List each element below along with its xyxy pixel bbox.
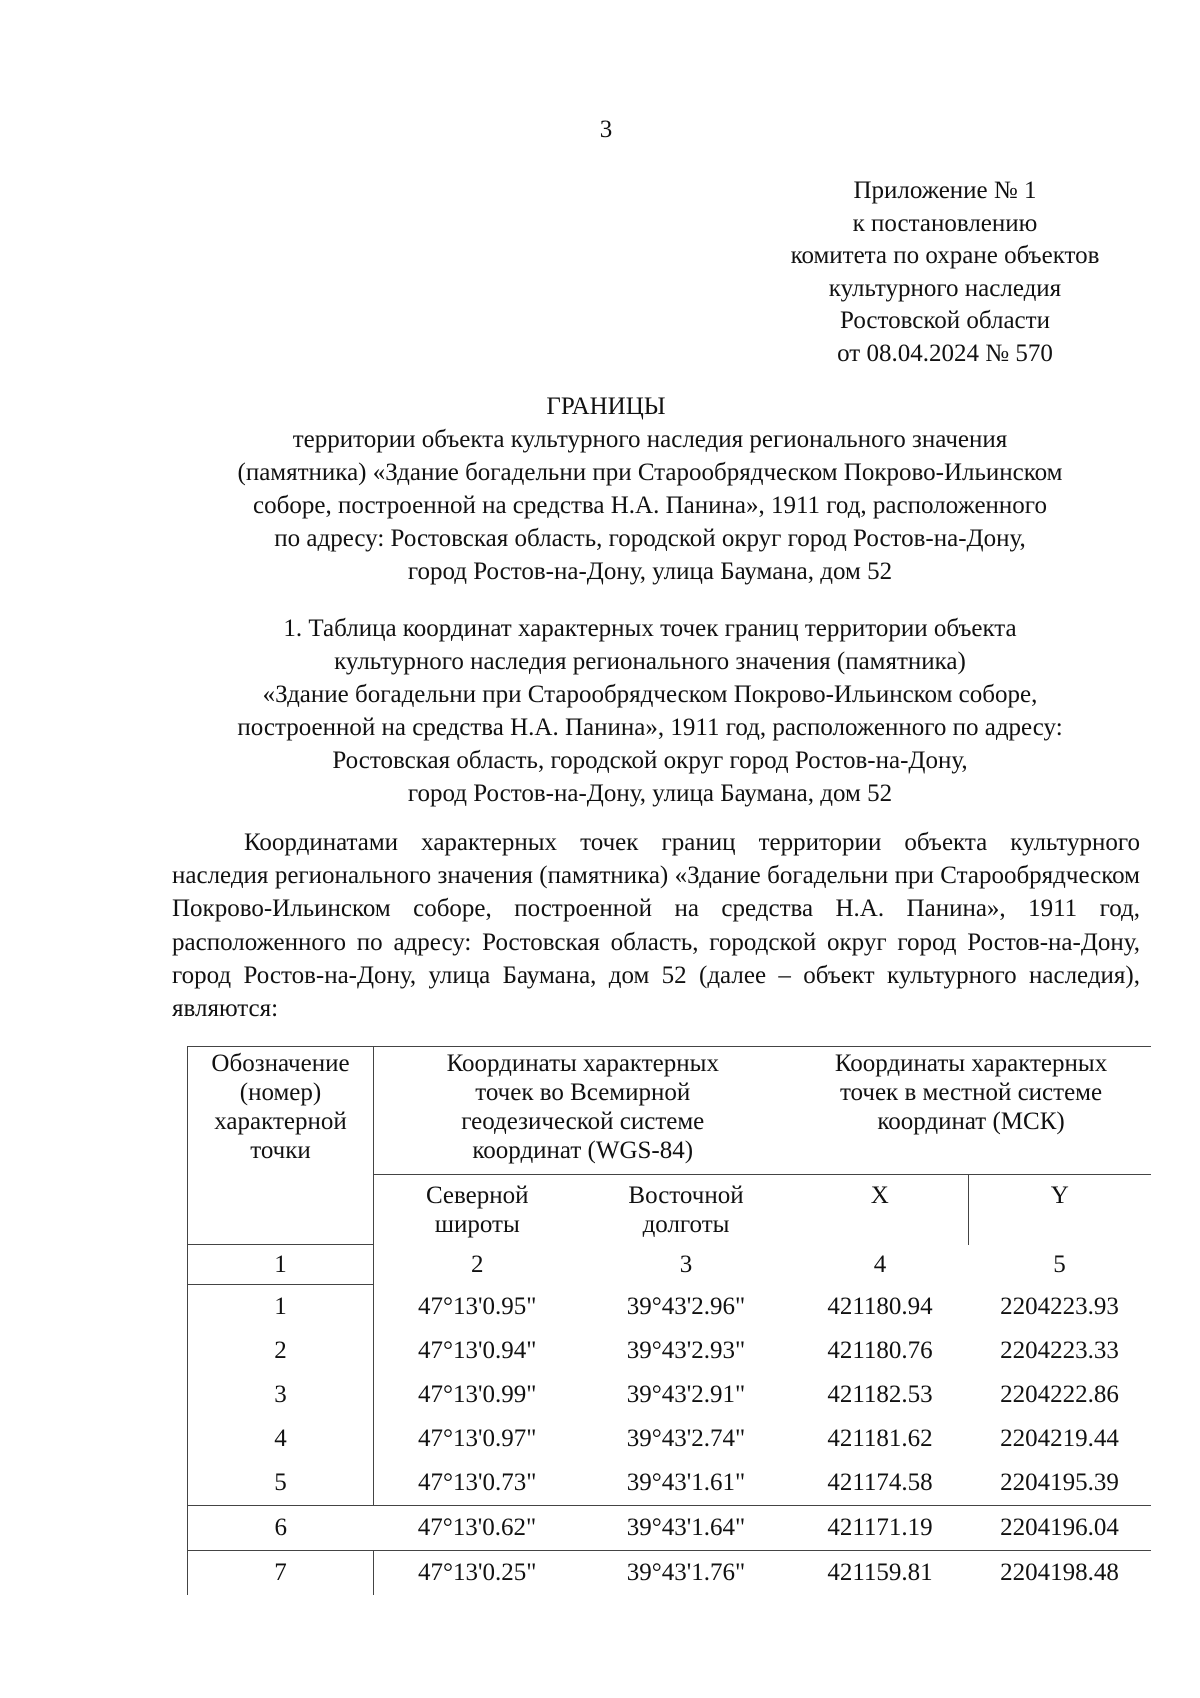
point-number: 1: [188, 1285, 374, 1330]
appendix-line: Приложение № 1: [853, 177, 1037, 204]
appendix-line: Ростовской области: [840, 307, 1050, 334]
longitude-cell: 39°43'1.64": [581, 1506, 792, 1551]
document-subtitle: [150, 423, 1150, 588]
header-wgs84-group: Координаты характерных точек во Всемирной геодезической системе координат (WGS-84): [374, 1047, 792, 1175]
page-number: 3: [599, 116, 613, 143]
y-cell: 2204223.33: [1000, 1337, 1119, 1364]
point-number: 5: [188, 1461, 374, 1506]
latitude-cell: 47°13'0.99": [418, 1381, 537, 1408]
column-number: 4: [873, 1250, 887, 1278]
section-heading: [150, 612, 1150, 810]
y-cell: 2204196.04: [969, 1506, 1151, 1551]
latitude-cell: 47°13'0.94": [418, 1337, 537, 1364]
column-number: 2: [471, 1250, 484, 1278]
point-number: 4: [188, 1417, 374, 1461]
body-paragraph: Координатами характерных точек границ территории объекта культурного наследия регионального значения (памятника) «Здание богадельни при Старообрядческом Покрово-Ильинском соборе, построенной на средства Н.А. Панина», 1911 год, расположенного по адресу: Ростовская область, городской округ город Ростов-на-Дону, город Ростов-на-Дону, улица Баумана, дом 52 (далее – объект культурного наследия), являются:: [172, 829, 1140, 1023]
document-title: ГРАНИЦЫ: [546, 393, 666, 420]
x-cell: 421182.53: [827, 1381, 933, 1408]
y-cell: 2204219.44: [1000, 1425, 1119, 1452]
appendix-line: комитета по охране объектов: [790, 242, 1100, 269]
point-number: 2: [188, 1329, 374, 1373]
column-number: 5: [1053, 1250, 1066, 1278]
header-msk-group: Координаты характерных точек в местной системе координат (МСК): [792, 1047, 1151, 1175]
subtitle-line: соборе, построенной на средства Н.А. Панина», 1911 год, расположенного: [253, 492, 1047, 519]
table-row: [188, 1329, 1151, 1373]
column-number-row: [188, 1245, 1151, 1285]
longitude-cell: 39°43'1.61": [581, 1461, 792, 1506]
header-x: X: [870, 1182, 889, 1209]
point-number: 6: [188, 1506, 374, 1551]
longitude-cell: 39°43'2.96": [626, 1292, 746, 1320]
longitude-cell: 39°43'2.93": [626, 1337, 746, 1364]
section-line: построенной на средства Н.А. Панина», 1911 год, расположенного по адресу:: [237, 714, 1063, 741]
y-cell: 2204222.86: [1000, 1381, 1119, 1408]
table-row: [188, 1506, 1151, 1551]
subtitle-line: по адресу: Ростовская область, городской округ город Ростов-на-Дону,: [274, 525, 1026, 552]
section-line: «Здание богадельни при Старообрядческом Покрово-Ильинском соборе,: [262, 681, 1038, 708]
y-cell: 2204195.39: [969, 1461, 1151, 1506]
latitude-cell: 47°13'0.25": [418, 1559, 537, 1586]
point-number: 3: [188, 1373, 374, 1417]
column-number: 1: [188, 1245, 374, 1285]
table-row: [188, 1551, 1151, 1596]
coordinates-table: [187, 1046, 1150, 1595]
table-row: [188, 1285, 1151, 1330]
section-line: Ростовская область, городской округ город Ростов-на-Дону,: [332, 747, 968, 774]
table-row: [188, 1417, 1151, 1461]
x-cell: 421180.76: [827, 1337, 933, 1364]
longitude-cell: 39°43'2.74": [626, 1425, 746, 1452]
longitude-cell: 39°43'1.76": [626, 1559, 746, 1586]
x-cell: 421180.94: [827, 1292, 933, 1320]
appendix-line: к постановлению: [852, 209, 1038, 237]
section-line: город Ростов-на-Дону, улица Баумана, дом 52: [407, 780, 893, 807]
section-line: культурного наследия регионального значения (памятника): [334, 648, 966, 675]
x-cell: 421181.62: [827, 1425, 933, 1452]
point-number: 7: [188, 1551, 374, 1596]
y-cell: 2204198.48: [1000, 1559, 1119, 1586]
table-row: [188, 1373, 1151, 1417]
y-cell: 2204223.93: [1000, 1292, 1119, 1320]
header-north-latitude: Северной широты: [425, 1182, 529, 1238]
x-cell: 421174.58: [792, 1461, 969, 1506]
section-line: 1. Таблица координат характерных точек границ территории объекта: [283, 615, 1017, 642]
appendix-block: [745, 175, 1145, 370]
longitude-cell: 39°43'2.91": [626, 1381, 746, 1408]
column-number: 3: [679, 1250, 693, 1278]
subtitle-line: территории объекта культурного наследия регионального значения: [292, 426, 1008, 453]
header-east-longitude: Восточной долготы: [628, 1182, 744, 1238]
x-cell: 421171.19: [792, 1506, 969, 1551]
header-point-designation: Обозначение (номер) характерной точки: [188, 1047, 374, 1245]
latitude-cell: 47°13'0.97": [418, 1425, 537, 1452]
latitude-cell: 47°13'0.73": [374, 1461, 581, 1506]
x-cell: 421159.81: [827, 1559, 933, 1586]
header-y: Y: [969, 1175, 1151, 1245]
appendix-line: от 08.04.2024 № 570: [837, 339, 1053, 367]
latitude-cell: 47°13'0.95": [418, 1292, 537, 1320]
subtitle-line: (памятника) «Здание богадельни при Старообрядческом Покрово-Ильинском: [237, 459, 1063, 486]
table-row: [188, 1461, 1151, 1506]
appendix-line: культурного наследия: [828, 274, 1062, 302]
subtitle-line: город Ростов-на-Дону, улица Баумана, дом 52: [407, 558, 893, 585]
latitude-cell: 47°13'0.62": [374, 1506, 581, 1551]
